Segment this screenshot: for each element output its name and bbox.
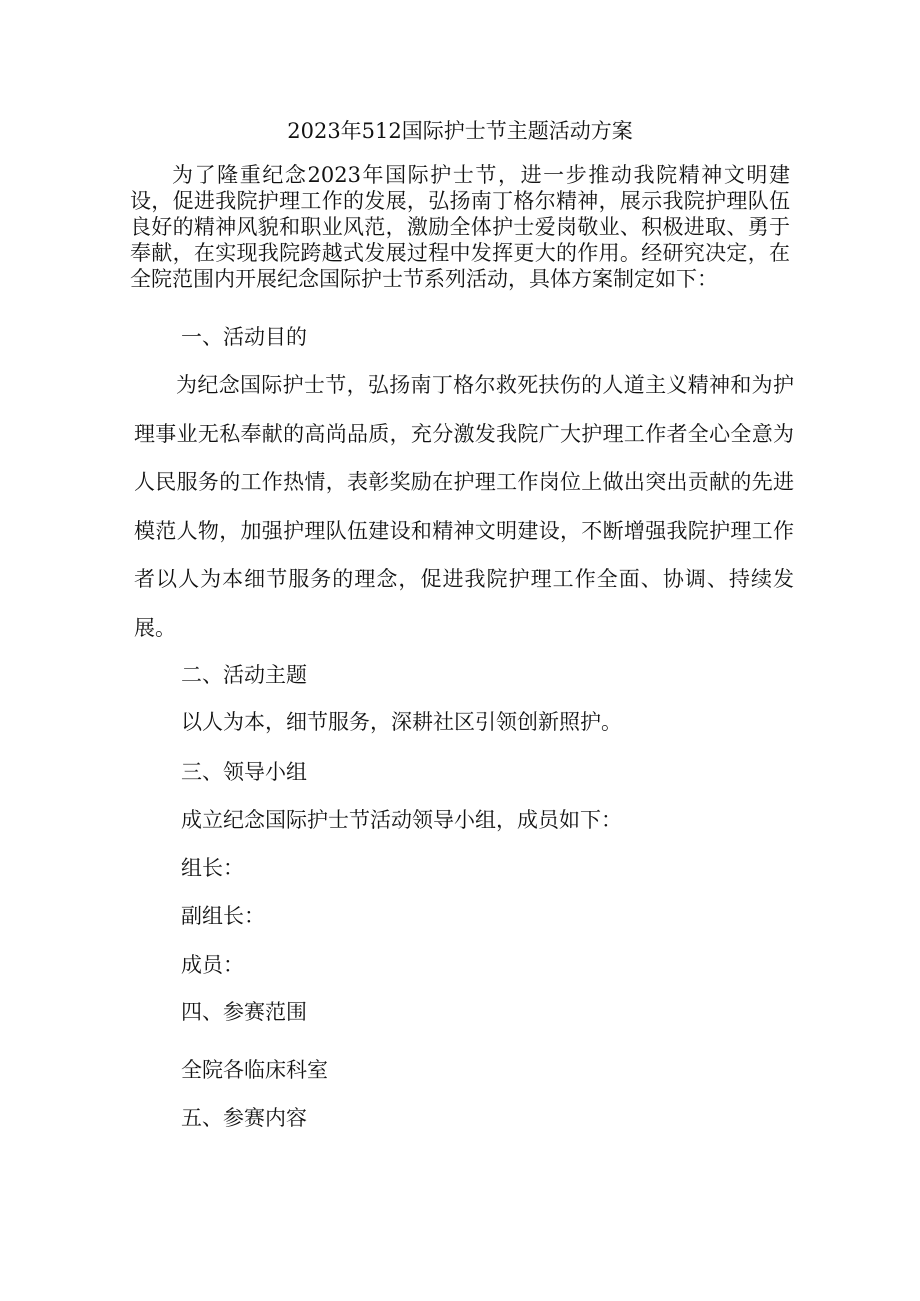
- section-body-leadership: 成立纪念国际护士节活动领导小组，成员如下：: [181, 808, 622, 832]
- section-heading-scope: 四、参赛范围: [181, 1000, 307, 1024]
- section-heading-purpose: 一、活动目的: [181, 325, 307, 349]
- section-body-theme: 以人为本，细节服务，深耕社区引领创新照护。: [181, 710, 622, 734]
- deputy-leader-label: 副组长：: [181, 904, 265, 928]
- section-heading-theme: 二、活动主题: [181, 663, 307, 687]
- section-body-scope: 全院各临床科室: [181, 1058, 328, 1082]
- document-title: 2023年512国际护士节主题活动方案: [287, 119, 633, 143]
- members-label: 成员：: [181, 953, 244, 977]
- leader-label: 组长：: [181, 856, 244, 880]
- section-heading-content: 五、参赛内容: [181, 1106, 307, 1130]
- intro-paragraph: 为了隆重纪念2023年国际护士节，进一步推动我院精神文明建设，促进我院护理工作的发展，弘扬南丁格尔精神，展示我院护理队伍良好的精神风貌和职业风范，激励全体护士爱岗敬业、积极进取、勇于奉献，在实现我院跨越式发展过程中发挥更大的作用。经研究决定，在全院范围内开展纪念国际护士节系列活动，具体方案制定如下：: [130, 163, 790, 291]
- section-body-purpose: 为纪念国际护士节，弘扬南丁格尔救死扶伤的人道主义精神和为护理事业无私奉献的高尚品质，充分激发我院广大护理工作者全心全意为人民服务的工作热情，表彰奖励在护理工作岗位上做出突出贡献的先进模范人物，加强护理队伍建设和精神文明建设，不断增强我院护理工作者以人为本细节服务的理念，促进我院护理工作全面、协调、持续发展。: [134, 373, 794, 640]
- section-heading-leadership: 三、领导小组: [181, 760, 307, 784]
